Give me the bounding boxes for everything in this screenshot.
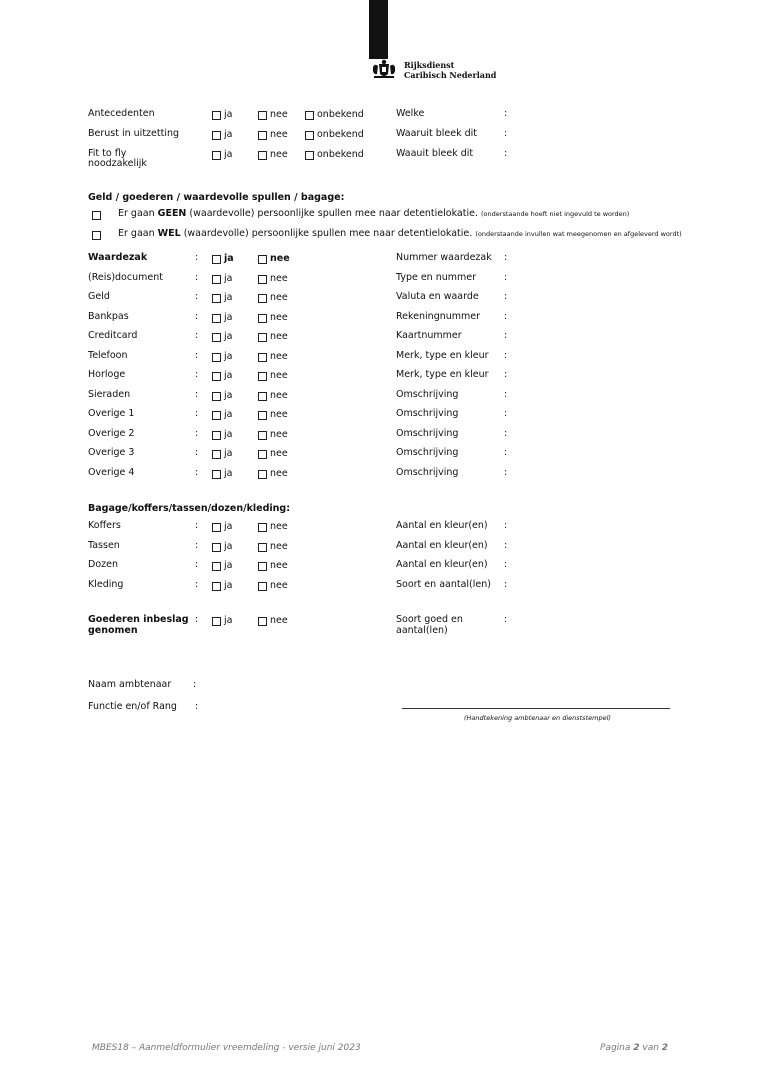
row-label: Overige 4	[88, 466, 135, 478]
colon: :	[195, 539, 199, 551]
colon: :	[504, 148, 508, 159]
row-label: Overige 3	[88, 447, 135, 458]
row-label: Dozen	[88, 559, 118, 571]
goederen-label-line-2: genomen	[88, 625, 138, 636]
checkbox-nee[interactable]	[258, 411, 267, 420]
checkbox-nee[interactable]	[258, 275, 267, 284]
option-label: nee	[270, 521, 288, 532]
option-label: ja	[224, 149, 233, 160]
option-label: ja	[224, 560, 233, 572]
field-label: Omschrijving	[396, 447, 459, 458]
colon: :	[504, 388, 508, 400]
colon: :	[195, 520, 199, 531]
option-label: nee	[270, 615, 288, 626]
field-label: Omschrijving	[396, 388, 459, 400]
text-emphasis: GEEN	[157, 208, 187, 219]
checkbox-ja[interactable]	[212, 582, 221, 591]
checkbox-ja[interactable]	[212, 562, 221, 571]
org-line-1: Rijksdienst	[404, 60, 455, 70]
option-label: ja	[224, 292, 233, 303]
page-current: 2	[633, 1043, 640, 1053]
checkbox-nee[interactable]	[258, 523, 267, 532]
option-label: onbekend	[317, 129, 364, 140]
colon: :	[504, 108, 508, 119]
colon: :	[504, 369, 508, 380]
colon: :	[504, 466, 508, 478]
row-label: Bankpas	[88, 310, 129, 322]
colon: :	[195, 447, 199, 458]
text-part: (waardevolle) persoonlijke spullen mee naar detentielokatie.	[180, 228, 473, 239]
checkbox-nee[interactable]	[258, 333, 267, 342]
row-label: Overige 2	[88, 427, 135, 439]
row-label: Antecedenten	[88, 108, 155, 119]
colon: :	[504, 614, 508, 625]
field-label: Welke	[396, 108, 425, 119]
colon: :	[195, 388, 199, 400]
colon: :	[195, 252, 199, 263]
checkbox-ja[interactable]	[212, 617, 221, 626]
field-label: Valuta en waarde	[396, 291, 479, 302]
checkbox-nee[interactable]	[258, 582, 267, 591]
option-label: nee	[270, 448, 288, 459]
option-geen-text	[118, 208, 629, 219]
checkbox-onbekend[interactable]	[305, 151, 314, 160]
checkbox-nee[interactable]	[258, 111, 267, 120]
goederen-label: Goederen inbeslag	[88, 614, 189, 625]
checkbox-nee[interactable]	[258, 450, 267, 459]
option-label: nee	[270, 272, 288, 284]
checkbox-ja[interactable]	[212, 314, 221, 323]
colon: :	[504, 520, 508, 531]
option-label: nee	[270, 560, 288, 572]
field-label: Omschrijving	[396, 408, 459, 419]
checkbox-onbekend[interactable]	[305, 131, 314, 140]
checkbox-ja[interactable]	[212, 450, 221, 459]
checkbox-nee[interactable]	[258, 392, 267, 401]
option-label: nee	[270, 467, 288, 479]
row-label: (Reis)document	[88, 271, 163, 283]
option-note: (onderstaande invullen wat meegenomen en afgeleverd wordt)	[475, 230, 682, 238]
field-label: Nummer waardezak	[396, 252, 492, 263]
org-line-2: Caribisch Nederland	[404, 70, 497, 80]
field-label: Merk, type en kleur	[396, 369, 489, 380]
colon: :	[504, 252, 508, 263]
checkbox-ja[interactable]	[212, 392, 221, 401]
field-label: Merk, type en kleur	[396, 349, 489, 361]
colon: :	[195, 271, 199, 283]
row-label: Sieraden	[88, 388, 131, 400]
colon: :	[504, 579, 508, 591]
checkbox-ja[interactable]	[212, 294, 221, 303]
checkbox-ja[interactable]	[212, 431, 221, 440]
option-label: ja	[224, 311, 233, 323]
row-label-line-2: noodzakelijk	[88, 158, 147, 169]
colon: :	[195, 369, 199, 380]
option-label: nee	[270, 149, 288, 160]
colon: :	[504, 128, 508, 139]
checkbox-ja[interactable]	[212, 151, 221, 160]
row-label: Tassen	[88, 539, 120, 551]
option-label: ja	[224, 253, 234, 264]
option-label: nee	[270, 428, 288, 440]
checkbox-ja[interactable]	[212, 275, 221, 284]
row-label: Geld	[88, 291, 110, 302]
option-note: (onderstaande hoeft niet ingevuld te worden)	[481, 210, 630, 218]
row-label: Waardezak	[88, 252, 148, 263]
checkbox-ja[interactable]	[212, 372, 221, 381]
option-label: nee	[270, 580, 288, 592]
option-label: ja	[224, 540, 233, 552]
colon: :	[193, 679, 197, 690]
option-label: nee	[270, 370, 288, 381]
option-label: nee	[270, 253, 290, 264]
option-label: ja	[224, 389, 233, 401]
text-part: Pagina	[600, 1043, 634, 1053]
option-label: ja	[224, 370, 233, 381]
section-title-geld: Geld / goederen / waardevolle spullen / bagage:	[88, 192, 345, 203]
option-label: nee	[270, 540, 288, 552]
colon: :	[504, 408, 508, 419]
option-label: nee	[270, 129, 288, 140]
colon: :	[195, 408, 199, 419]
colon: :	[504, 291, 508, 302]
checkbox-ja[interactable]	[212, 111, 221, 120]
text-part: van	[639, 1043, 662, 1053]
naam-ambtenaar-label: Naam ambtenaar	[88, 679, 172, 690]
option-label: nee	[270, 409, 288, 420]
colon: :	[504, 310, 508, 322]
text-emphasis: WEL	[157, 228, 181, 239]
colon: :	[195, 614, 199, 625]
row-label: Telefoon	[88, 349, 128, 361]
row-label: Kleding	[88, 579, 124, 591]
colon: :	[195, 427, 199, 439]
signature-line[interactable]	[402, 708, 670, 709]
row-label: Fit to fly	[88, 148, 127, 159]
text-part: Er gaan	[118, 208, 158, 219]
field-label: Soort goed en	[396, 614, 463, 625]
colon: :	[195, 466, 199, 478]
field-label-line-2: aantal(len)	[396, 625, 448, 636]
footer-page-number	[600, 1043, 668, 1053]
field-label: Aantal en kleur(en)	[396, 539, 488, 551]
text-part: Er gaan	[118, 228, 158, 239]
option-label: ja	[224, 350, 233, 362]
page-total: 2	[661, 1043, 669, 1053]
checkbox-ja[interactable]	[212, 255, 221, 264]
field-label: Rekeningnummer	[396, 310, 481, 322]
option-label: ja	[224, 272, 233, 284]
checkbox-ja[interactable]	[212, 543, 221, 552]
coat-of-arms-icon	[370, 58, 398, 80]
field-label: Type en nummer	[396, 271, 477, 283]
checkbox-nee[interactable]	[258, 255, 267, 264]
colon: :	[504, 330, 508, 341]
option-label: ja	[224, 129, 233, 140]
colon: :	[504, 539, 508, 551]
field-label: Omschrijving	[396, 427, 459, 439]
signature-caption: (Handtekening ambtenaar en dienststempel)	[464, 714, 611, 722]
checkbox-nee[interactable]	[258, 431, 267, 440]
checkbox-onbekend[interactable]	[305, 111, 314, 120]
colon: :	[504, 447, 508, 458]
option-label: ja	[224, 521, 233, 532]
colon: :	[195, 701, 199, 712]
checkbox-wel-spullen[interactable]	[92, 231, 101, 240]
row-label: Overige 1	[88, 408, 135, 419]
text-part: (waardevolle) persoonlijke spullen mee naar detentielokatie.	[186, 208, 478, 219]
checkbox-nee[interactable]	[258, 294, 267, 303]
checkbox-nee[interactable]	[258, 562, 267, 571]
row-label: Horloge	[88, 369, 126, 380]
checkbox-ja[interactable]	[212, 353, 221, 362]
row-label: Koffers	[88, 520, 121, 531]
option-label: ja	[224, 409, 233, 420]
checkbox-nee[interactable]	[258, 617, 267, 626]
option-label: ja	[224, 467, 233, 479]
option-wel-text	[118, 228, 682, 239]
colon: :	[195, 330, 199, 341]
checkbox-ja[interactable]	[212, 131, 221, 140]
option-label: ja	[224, 615, 233, 626]
option-label: nee	[270, 109, 288, 120]
footer-document-title: MBES18 – Aanmeldformulier vreemdeling - versie juni 2023	[92, 1043, 361, 1053]
logo-bar	[369, 0, 388, 59]
colon: :	[195, 579, 199, 591]
field-label: Kaartnummer	[396, 330, 462, 341]
option-label: nee	[270, 311, 288, 323]
row-label: Creditcard	[88, 330, 138, 341]
section-title-bagage: Bagage/koffers/tassen/dozen/kleding:	[88, 503, 291, 514]
checkbox-nee[interactable]	[258, 131, 267, 140]
option-label: onbekend	[317, 109, 364, 120]
functie-rang-label: Functie en/of Rang	[88, 701, 177, 712]
option-label: ja	[224, 109, 233, 120]
checkbox-nee[interactable]	[258, 372, 267, 381]
colon: :	[504, 427, 508, 439]
option-label: ja	[224, 580, 233, 592]
checkbox-ja[interactable]	[212, 470, 221, 479]
option-label: nee	[270, 389, 288, 401]
checkbox-nee[interactable]	[258, 151, 267, 160]
checkbox-nee[interactable]	[258, 543, 267, 552]
organization-name	[404, 60, 496, 80]
checkbox-nee[interactable]	[258, 470, 267, 479]
checkbox-ja[interactable]	[212, 523, 221, 532]
checkbox-ja[interactable]	[212, 411, 221, 420]
option-label: onbekend	[317, 149, 364, 160]
option-label: ja	[224, 331, 233, 342]
option-label: ja	[224, 448, 233, 459]
field-label: Aantal en kleur(en)	[396, 559, 488, 571]
field-label: Waaruit bleek dit	[396, 128, 478, 139]
colon: :	[195, 291, 199, 302]
colon: :	[504, 271, 508, 283]
colon: :	[195, 310, 199, 322]
option-label: ja	[224, 428, 233, 440]
checkbox-nee[interactable]	[258, 314, 267, 323]
option-label: nee	[270, 350, 288, 362]
field-label: Omschrijving	[396, 466, 459, 478]
option-label: nee	[270, 292, 288, 303]
colon: :	[195, 349, 199, 361]
checkbox-nee[interactable]	[258, 353, 267, 362]
field-label: Aantal en kleur(en)	[396, 520, 488, 531]
colon: :	[504, 349, 508, 361]
field-label: Waauit bleek dit	[396, 148, 474, 159]
field-label: Soort en aantal(len)	[396, 579, 491, 591]
option-label: nee	[270, 331, 288, 342]
colon: :	[195, 559, 199, 571]
checkbox-ja[interactable]	[212, 333, 221, 342]
checkbox-geen-spullen[interactable]	[92, 211, 101, 220]
colon: :	[504, 559, 508, 571]
row-label: Berust in uitzetting	[88, 128, 180, 139]
